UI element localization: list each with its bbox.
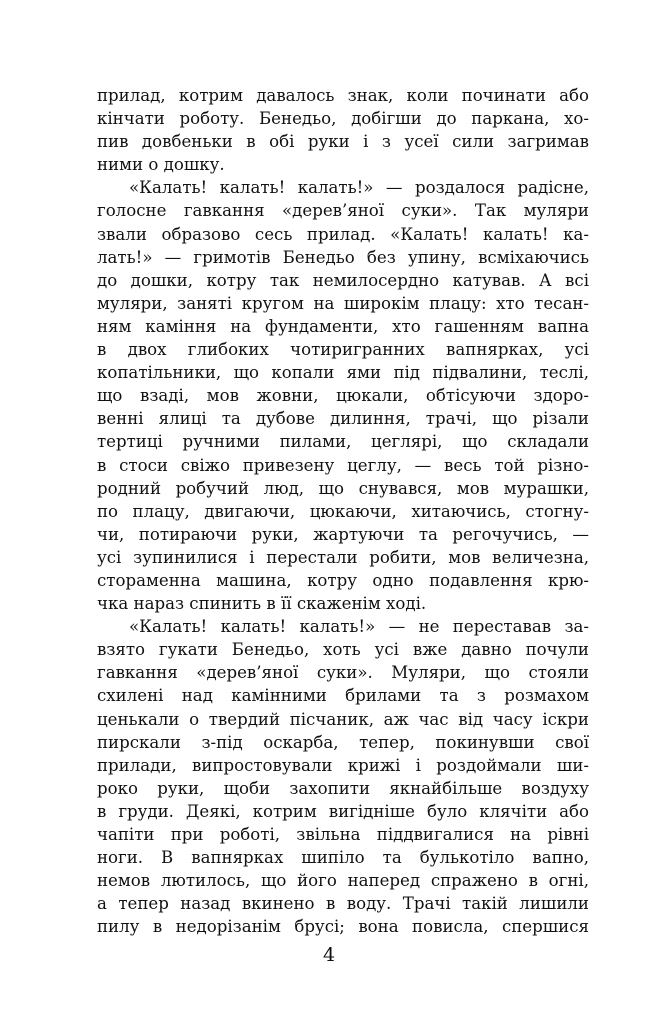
text-line: копатільники, що копали ями під підвалини, теслі, bbox=[97, 363, 589, 383]
paragraph bbox=[97, 176, 589, 615]
paragraph bbox=[97, 84, 589, 176]
text-line: чапіти при роботі, звільна піддвигалися на рівні bbox=[97, 825, 589, 844]
text-line: усі зупинилися і перестали робити, мов величезна, bbox=[97, 547, 589, 567]
text-line: «Калать! калать! калать!» — не переставав за- bbox=[129, 617, 589, 637]
paragraph bbox=[97, 615, 589, 938]
text-line: муляри, заняті кругом на широкім плацу: хто тесан- bbox=[97, 293, 589, 313]
text-line: в груди. Деякі, котрим вигідніше було клячіти або bbox=[97, 801, 589, 821]
text-line: ноги. В вапнярках шипіло та булькотіло вапно, bbox=[97, 848, 589, 868]
text-line: венні ялиці та дубове дилиння, трачі, що різали bbox=[97, 409, 589, 429]
text-line: пирскали з-під оскарба, тепер, покинувши свої bbox=[97, 732, 589, 752]
text-line: роко руки, щоби захопити якнайбільше воздуху bbox=[97, 778, 589, 798]
body-text bbox=[97, 84, 589, 938]
text-line: лать!» — гримотів Бенедьо без упину, всміхаючись bbox=[97, 247, 589, 267]
text-line: взято гукати Бенедьо, хоть усі вже давно почули bbox=[97, 640, 589, 660]
text-line: чи, потираючи руки, жартуючи та регочучись, — bbox=[97, 524, 589, 544]
text-line: прилад, котрим давалось знак, коли починати або bbox=[97, 86, 589, 105]
text-line: ням каміння на фундаменти, хто гашенням вапна bbox=[97, 316, 589, 336]
text-line: в двох глибоких чотиригранних вапнярках, усі bbox=[97, 340, 589, 360]
text-line: пив довбеньки в обі руки і з усеї сили загримав bbox=[97, 132, 589, 152]
text-line: тертиці ручними пилами, цеглярі, що складали bbox=[97, 432, 589, 452]
text-line: чка нараз спинить в її скаженім ході. bbox=[97, 594, 427, 614]
text-line: немов лютилось, що його наперед спражено в огні, bbox=[97, 871, 589, 891]
text-line: «Калать! калать! калать!» — роздалося радісне, bbox=[129, 178, 589, 198]
text-line: пилу в недорізанім брусі; вона повисла, спершися bbox=[97, 917, 589, 937]
text-line: по плацу, двигаючи, цюкаючи, хитаючись, стогну- bbox=[97, 501, 589, 521]
text-line: схилені над камінними брилами та з розмахом bbox=[97, 686, 589, 706]
text-line: до дошки, котру так немилосердно катував. А всі bbox=[97, 270, 589, 290]
text-line: стораменна машина, котру одно подавлення крю- bbox=[97, 570, 589, 590]
text-line: голосне гавкання «дерев’яної суки». Так муляри bbox=[97, 201, 589, 221]
text-line: гавкання «дерев’яної суки». Муляри, що стояли bbox=[97, 663, 589, 683]
text-line: родний робучий люд, що снувався, мов мурашки, bbox=[97, 478, 589, 498]
text-line: прилади, випростовували крижі і роздоймали ши- bbox=[97, 755, 589, 775]
page-number: 4 bbox=[322, 944, 336, 966]
text-line: а тепер назад вкинено в воду. Трачі такій лишили bbox=[97, 894, 589, 914]
text-line: ними о дошку. bbox=[97, 155, 225, 175]
text-line: кінчати роботу. Бенедьо, добігши до паркана, хо- bbox=[97, 109, 589, 129]
text-line: звали образово сесь прилад. «Калать! калать! ка- bbox=[97, 224, 589, 244]
text-line: ценькали о твердий пісчаник, аж час від часу іскри bbox=[97, 709, 589, 729]
text-line: що взаді, мов жовни, цюкали, обтісуючи здоро- bbox=[97, 386, 589, 406]
text-line: в стоси свіжо привезену цеглу, — весь той різно- bbox=[97, 455, 589, 475]
